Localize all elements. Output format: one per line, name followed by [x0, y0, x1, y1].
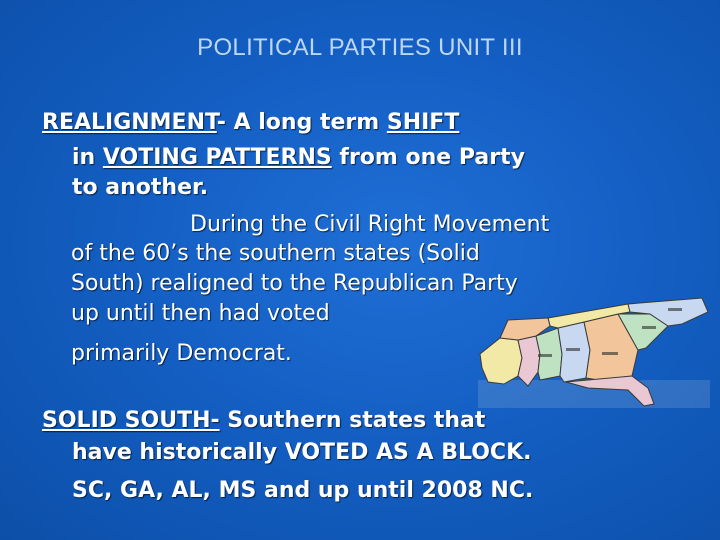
- state-west: [480, 338, 522, 384]
- map-label-mark: [602, 352, 618, 355]
- para-line-3: South) realigned to the Republican Party: [71, 271, 518, 296]
- southern-states-map-icon: [478, 296, 710, 408]
- state-alabama: [558, 322, 590, 382]
- para-line-4: up until then had voted: [71, 301, 330, 326]
- solid-south-term: SOLID SOUTH-: [42, 408, 220, 433]
- shift-term: SHIFT: [386, 110, 460, 135]
- state-louisiana: [518, 336, 540, 386]
- map-label-mark: [538, 354, 552, 357]
- realignment-line-2: [72, 143, 525, 173]
- realignment-dash: - A long term: [216, 110, 387, 135]
- realignment-line-1: [42, 108, 459, 138]
- solid-south-line-3: SC, GA, AL, MS and up until 2008 NC.: [72, 478, 534, 503]
- para-line-2: of the 60’s the southern states (Solid: [71, 241, 480, 266]
- voting-patterns-term: VOTING PATTERNS: [102, 145, 332, 170]
- slide-title: POLITICAL PARTIES UNIT III: [197, 34, 523, 61]
- map-label-mark: [566, 348, 580, 351]
- realignment-line-3: to another.: [72, 175, 209, 200]
- solid-south-line-2: have historically VOTED AS A BLOCK.: [72, 440, 532, 465]
- para-line-5: primarily Democrat.: [71, 341, 292, 366]
- solid-south-line1-post: Southern states that: [219, 408, 486, 433]
- map-label-mark: [668, 308, 682, 311]
- solid-south-line-1: [42, 406, 485, 436]
- realignment-term: REALIGNMENT: [42, 110, 217, 135]
- realignment-line2-pre: in: [72, 145, 103, 170]
- para-line-1: During the Civil Right Movement: [190, 212, 550, 237]
- map-label-mark: [642, 326, 656, 329]
- realignment-line2-post: from one Party: [331, 145, 525, 170]
